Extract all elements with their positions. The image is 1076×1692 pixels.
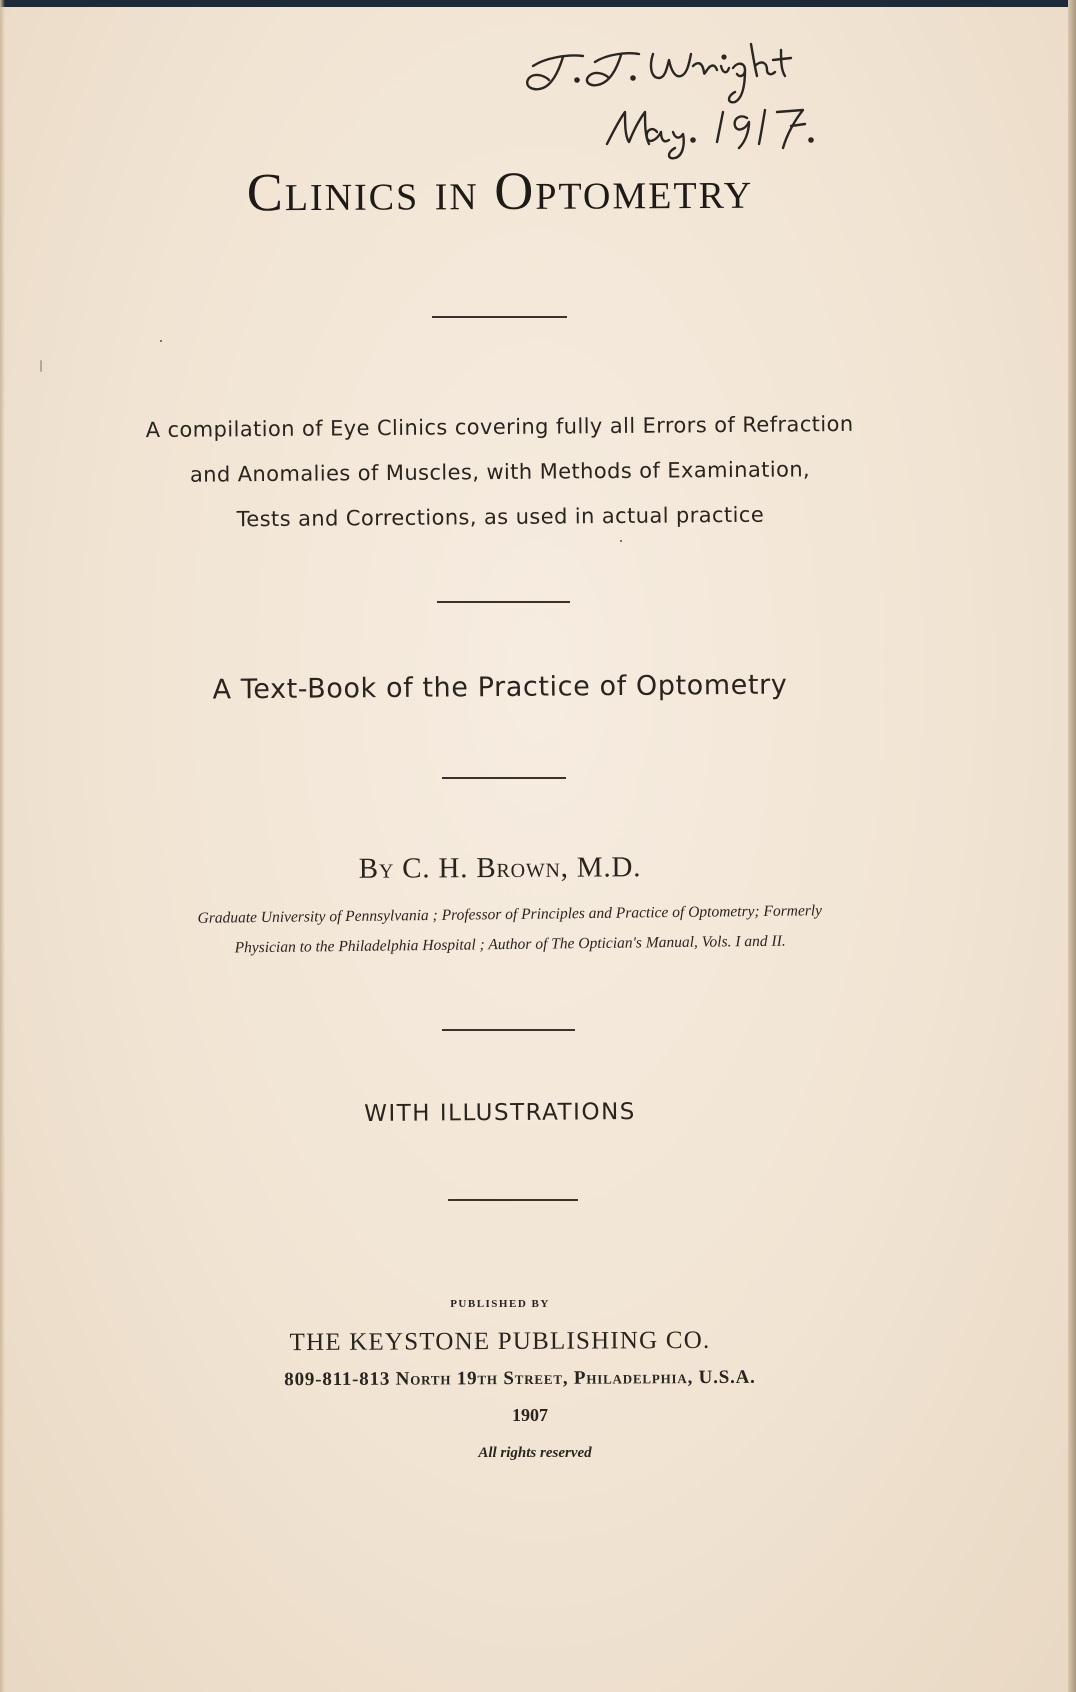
- description-line: Tests and Corrections, as used in actual practice: [236, 502, 765, 532]
- publisher-address: 809-811-813 North 19th Street, Philadelphia, U.S.A.: [284, 1366, 756, 1391]
- book-title: Clinics in Optometry: [246, 159, 754, 223]
- right-page-edge: [1068, 0, 1076, 1692]
- description-line: A compilation of Eye Clinics covering fully all Errors of Refraction: [145, 411, 854, 443]
- credentials-line: Graduate University of Pennsylvania ; Professor of Principles and Practice of Optometry; Formerly: [197, 902, 823, 927]
- author-credentials: [70, 895, 951, 966]
- credentials-line: Physician to the Philadelphia Hospital ; Author of The Optician's Manual, Vols. I and II.: [234, 932, 786, 957]
- illustrations-note: WITH ILLUSTRATIONS: [364, 1099, 636, 1127]
- divider-rule: [442, 777, 566, 779]
- textbook-subtitle: A Text-Book of the Practice of Optometry: [212, 669, 788, 706]
- paper-speck: [620, 540, 622, 542]
- rights-notice: All rights reserved: [478, 1445, 592, 1461]
- author-line: By C. H. Brown, M.D.: [358, 851, 642, 885]
- publication-year: 1907: [512, 1405, 548, 1425]
- left-page-edge: [0, 0, 5, 1692]
- description-line: and Anomalies of Muscles, with Methods of Examination,: [189, 457, 811, 487]
- book-description: [0, 401, 1001, 545]
- handwritten-signature: [515, 40, 915, 160]
- publisher-name: THE KEYSTONE PUBLISHING CO.: [289, 1326, 711, 1357]
- paper-speck: [40, 360, 42, 372]
- paper-speck: [160, 340, 162, 342]
- divider-rule: [437, 601, 570, 603]
- published-by-label: PUBLISHED BY: [450, 1298, 550, 1310]
- cover-edge-band: [0, 0, 1076, 7]
- divider-rule: [448, 1199, 578, 1201]
- divider-rule: [442, 1029, 575, 1031]
- divider-rule: [432, 316, 567, 318]
